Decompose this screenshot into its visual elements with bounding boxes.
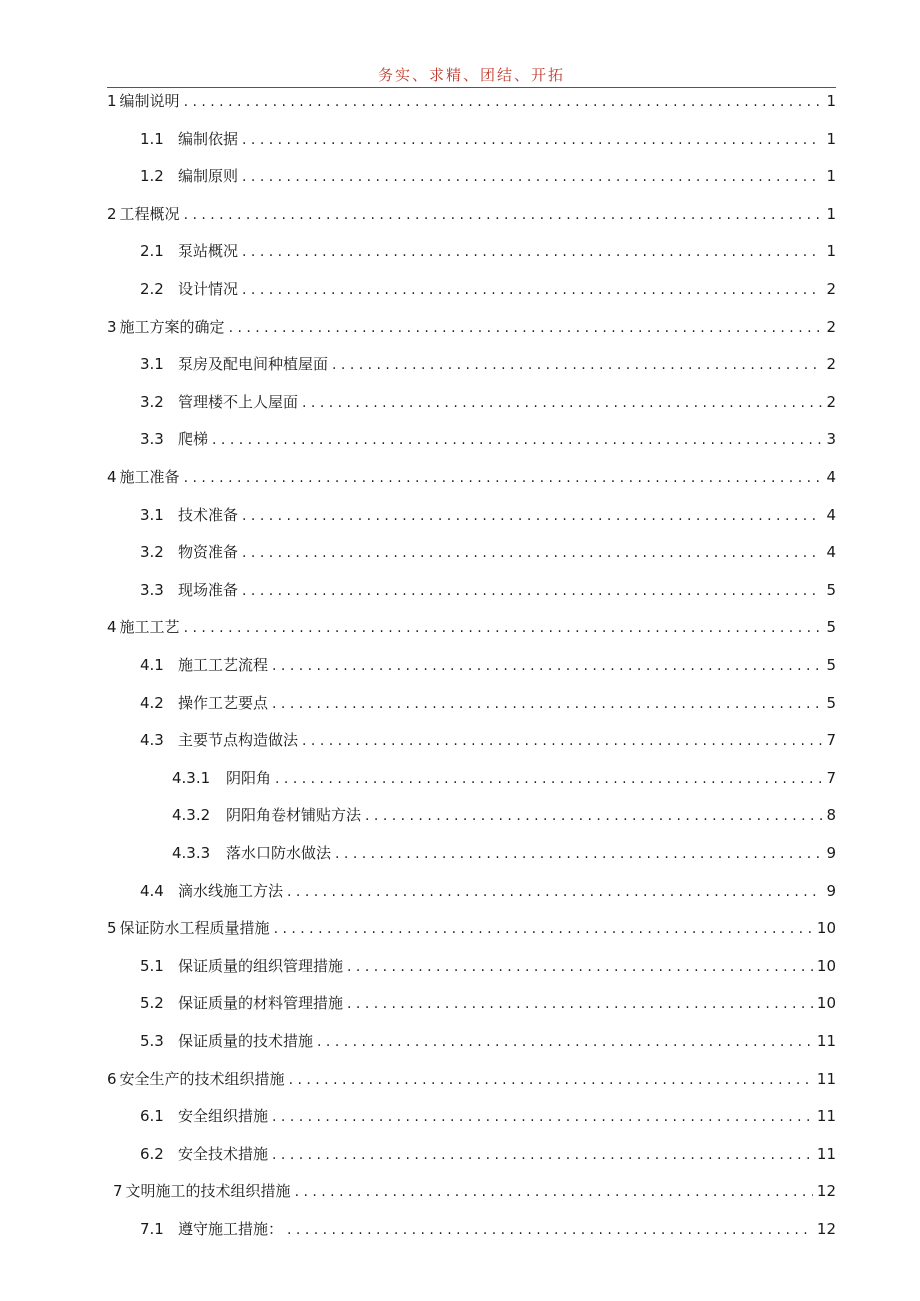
toc-entry[interactable]: [140, 955, 836, 977]
toc-entry-number: 5.3: [140, 1032, 164, 1050]
toc-entry-number: 3.1: [140, 505, 164, 524]
toc-entry-page: 12: [816, 1220, 836, 1238]
toc-entry-title: 主要节点构造做法: [178, 731, 299, 750]
dot-leader: [184, 617, 822, 639]
dot-leader: [242, 279, 822, 301]
toc-entry-title: 物资准备: [178, 543, 239, 562]
toc-entry-title: 操作工艺要点: [178, 693, 269, 712]
toc-entry-number: 5: [107, 919, 117, 938]
dot-leader: [365, 805, 822, 827]
toc-entry-title: 施工方案的确定: [119, 317, 225, 336]
toc-entry-page: 10: [816, 956, 836, 975]
toc-entry-title: 施工准备: [119, 468, 180, 486]
toc-entry-page: 11: [816, 1144, 836, 1163]
toc-entry-page: 2: [826, 280, 836, 298]
dot-leader: [287, 881, 822, 903]
dot-leader: [302, 730, 822, 752]
toc-entry-number: 1.1: [140, 129, 164, 148]
toc-entry[interactable]: [140, 541, 836, 563]
toc-entry[interactable]: [140, 1030, 836, 1052]
toc-entry[interactable]: [107, 917, 836, 939]
toc-entry-page: 11: [816, 1107, 836, 1126]
toc-entry[interactable]: [140, 1105, 836, 1127]
toc-entry-title: 保证质量的技术措施: [178, 1032, 314, 1050]
toc-entry[interactable]: [140, 880, 836, 902]
toc-entry-page: 5: [826, 580, 836, 599]
dot-leader: [272, 1144, 813, 1166]
toc-entry[interactable]: [140, 391, 836, 413]
toc-entry-page: 9: [826, 881, 836, 900]
dot-leader: [275, 768, 822, 790]
toc-entry-number: 4.1: [140, 656, 164, 674]
dot-leader: [335, 843, 822, 865]
toc-entry-page: 12: [816, 1182, 836, 1201]
toc-entry-page: 10: [816, 994, 836, 1013]
toc-entry-page: 9: [826, 844, 836, 862]
dot-leader: [317, 1031, 813, 1053]
dot-leader: [289, 1069, 813, 1091]
toc-entry[interactable]: [172, 842, 836, 864]
toc-entry-title: 施工工艺: [119, 618, 180, 637]
toc-entry-title: 编制原则: [178, 167, 239, 186]
toc-entry-number: 4: [107, 618, 117, 637]
toc-entry-page: 2: [826, 392, 836, 411]
toc-entry-page: 4: [826, 468, 836, 486]
toc-entry-title: 施工工艺流程: [178, 656, 269, 674]
toc-entry[interactable]: [140, 278, 836, 300]
toc-entry-title: 现场准备: [178, 580, 239, 599]
toc-entry-title: 阴阳角卷材铺贴方法: [226, 806, 362, 825]
toc-entry-title: 编制依据: [178, 129, 239, 148]
dot-leader: [229, 317, 822, 339]
toc-entry-page: 4: [826, 543, 836, 562]
dot-leader: [184, 91, 822, 113]
dot-leader: [242, 580, 822, 602]
toc-entry-number: 6: [107, 1069, 117, 1088]
toc-entry-number: 4.2: [140, 693, 164, 712]
toc-entry-title: 设计情况: [178, 280, 239, 298]
dot-leader: [272, 1106, 813, 1128]
toc-entry[interactable]: [140, 692, 836, 714]
toc-entry-page: 1: [826, 129, 836, 148]
toc-entry[interactable]: [140, 353, 836, 375]
toc-entry-title: 滴水线施工方法: [178, 881, 284, 900]
toc-entry-number: 5.1: [140, 956, 164, 975]
toc-entry-number: 3.1: [140, 355, 164, 374]
toc-entry-title: 保证质量的材料管理措施: [178, 994, 344, 1013]
toc-entry-title: 工程概况: [119, 204, 180, 223]
toc-entry-title: 技术准备: [178, 505, 239, 524]
dot-leader: [242, 166, 822, 188]
toc-entry[interactable]: [107, 90, 836, 112]
toc-entry-page: 4: [826, 505, 836, 524]
toc-entry-page: 5: [826, 656, 836, 674]
dot-leader: [347, 956, 813, 978]
toc-entry-page: 2: [826, 317, 836, 336]
toc-entry-number: 4: [107, 468, 117, 486]
toc-entry[interactable]: [107, 616, 836, 638]
toc-entry-title: 编制说明: [119, 92, 180, 110]
toc-entry[interactable]: [107, 203, 836, 225]
toc-entry-page: 1: [826, 92, 836, 110]
toc-entry-number: 3.2: [140, 543, 164, 562]
toc-entry-number: 4.3.1: [172, 768, 211, 787]
toc-entry-title: 落水口防水做法: [226, 844, 332, 862]
toc-entry-page: 10: [816, 919, 836, 938]
dot-leader: [347, 993, 813, 1015]
dot-leader: [295, 1181, 813, 1203]
dot-leader: [242, 505, 822, 527]
toc-entry-number: 1.2: [140, 167, 164, 186]
dot-leader: [274, 918, 813, 940]
toc-entry-page: 1: [826, 242, 836, 261]
toc-entry[interactable]: [107, 1068, 836, 1090]
toc-entry-number: 2.2: [140, 280, 164, 298]
toc-entry-title: 阴阳角: [226, 768, 272, 787]
toc-entry[interactable]: [140, 165, 836, 187]
toc-entry-number: 2: [107, 204, 117, 223]
toc-entry[interactable]: [140, 729, 836, 751]
dot-leader: [212, 429, 822, 451]
toc-entry-title: 保证防水工程质量措施: [119, 919, 270, 938]
toc-entry-title: 泵站概况: [178, 242, 239, 261]
toc-entry-number: 2.1: [140, 242, 164, 261]
toc-entry-title: 保证质量的组织管理措施: [178, 956, 344, 975]
dot-leader: [332, 354, 822, 376]
toc-entry-page: 3: [826, 430, 836, 449]
toc-entry-number: 3.3: [140, 580, 164, 599]
page-header: 务实、求精、团结、开拓: [377, 66, 565, 84]
toc-entry-number: 3: [107, 317, 117, 336]
toc-entry-number: 4.3.3: [172, 844, 211, 862]
dot-leader: [287, 1219, 813, 1241]
dot-leader: [242, 542, 822, 564]
toc-entry[interactable]: [140, 240, 836, 262]
dot-leader: [302, 392, 822, 414]
dot-leader: [242, 129, 822, 151]
header-rule: [107, 87, 836, 88]
toc-entry-page: 11: [816, 1069, 836, 1088]
toc-entry[interactable]: [107, 466, 836, 488]
toc-entry-page: 7: [826, 768, 836, 787]
toc-entry-number: 4.4: [140, 881, 164, 900]
toc-entry[interactable]: [140, 128, 836, 150]
toc-entry-title: 安全生产的技术组织措施: [119, 1069, 285, 1088]
toc-entry-title: 安全组织措施: [178, 1107, 269, 1126]
toc-entry[interactable]: [172, 804, 836, 826]
toc-entry-title: 泵房及配电间种植屋面: [178, 355, 329, 374]
dot-leader: [184, 204, 822, 226]
toc-entry-number: 7: [113, 1182, 123, 1201]
toc-entry[interactable]: [140, 504, 836, 526]
dot-leader: [272, 655, 822, 677]
toc-entry-title: 安全技术措施: [178, 1144, 269, 1163]
toc-entry-page: 1: [826, 167, 836, 186]
toc-entry-number: 5.2: [140, 994, 164, 1013]
toc-entry-number: 4.3: [140, 731, 164, 750]
toc-entry[interactable]: [140, 579, 836, 601]
toc-entry-page: 1: [826, 204, 836, 223]
toc-entry-number: 3.3: [140, 430, 164, 449]
toc-entry-page: 11: [816, 1032, 836, 1050]
toc-entry-page: 8: [826, 806, 836, 825]
toc-entry[interactable]: [172, 767, 836, 789]
toc-entry[interactable]: [140, 1218, 836, 1240]
toc-entry-number: 4.3.2: [172, 806, 211, 825]
toc-entry-number: 6.2: [140, 1144, 164, 1163]
dot-leader: [184, 467, 822, 489]
toc-entry-title: 爬梯: [178, 430, 209, 449]
toc-entry-number: 6.1: [140, 1107, 164, 1126]
toc-entry-number: 1: [107, 92, 117, 110]
dot-leader: [272, 693, 822, 715]
toc-entry-title: 遵守施工措施：: [178, 1220, 284, 1238]
toc-entry-title: 文明施工的技术组织措施: [125, 1182, 291, 1201]
toc-entry-page: 5: [826, 618, 836, 637]
toc-entry-page: 5: [826, 693, 836, 712]
dot-leader: [242, 241, 822, 263]
toc-entry[interactable]: [140, 992, 836, 1014]
toc-entry[interactable]: [140, 428, 836, 450]
toc-entry[interactable]: [107, 316, 836, 338]
toc-entry-title: 管理楼不上人屋面: [178, 392, 299, 411]
toc-entry[interactable]: [113, 1180, 836, 1202]
toc-entry-number: 3.2: [140, 392, 164, 411]
toc-entry-page: 7: [826, 731, 836, 750]
toc-entry-number: 7.1: [140, 1220, 164, 1238]
toc-entry[interactable]: [140, 1143, 836, 1165]
toc-entry-page: 2: [826, 355, 836, 374]
toc-entry[interactable]: [140, 654, 836, 676]
